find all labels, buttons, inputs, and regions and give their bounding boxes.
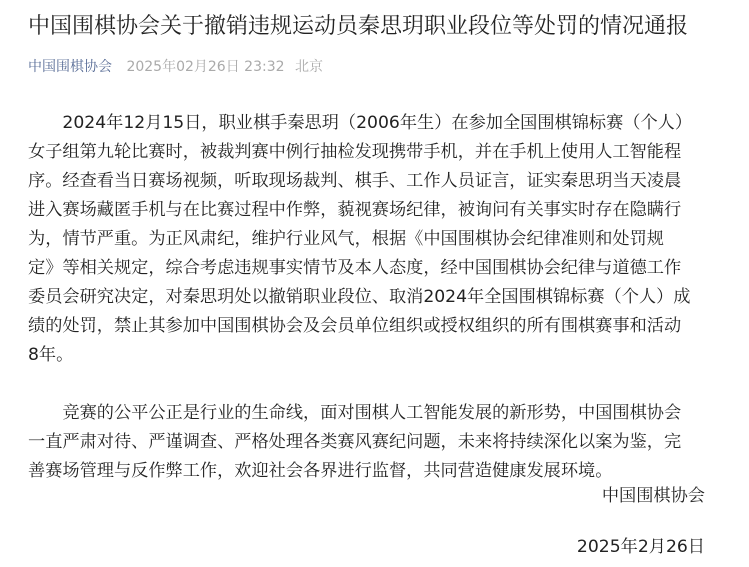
paragraph-2: [28, 399, 708, 486]
text-line: 为，情节严重。为正风肃纪，维护行业风气，根据《中国围棋协会纪律准则和处罚规: [28, 229, 664, 249]
text-line: 8年。: [28, 345, 74, 365]
article-body: [28, 109, 708, 486]
publish-location: 北京: [294, 59, 323, 75]
text-line: 2024年12月15日，职业棋手秦思玥（2006年生）在参加全国围棋锦标赛（个人）: [62, 113, 693, 133]
signature-date: 2025年2月26日: [576, 537, 705, 557]
publish-time: 2025年02月26日 23:32: [126, 59, 285, 75]
text-line: 竞赛的公平公正是行业的生命线，面对围棋人工智能发展的新形势，中国围棋协会: [62, 403, 682, 423]
text-line: 定》等相关规定，综合考虑违规事实情节及本人态度，经中国围棋协会纪律与道德工作: [28, 258, 682, 278]
text-line: 善赛场管理与反作弊工作，欢迎社会各界进行监督，共同营造健康发展环境。: [28, 461, 613, 481]
text-line: 绩的处罚，禁止其参加中国围棋协会及会员单位组织或授权组织的所有围棋赛事和活动: [28, 316, 682, 336]
author-link[interactable]: 中国围棋协会: [28, 59, 112, 75]
paragraph-1: [28, 109, 708, 370]
text-line: 一直严肃对待、严谨调查、严格处理各类赛风赛纪问题，未来将持续深化以案为鉴，完: [28, 432, 682, 452]
signature-organization: 中国围棋协会: [601, 486, 705, 506]
article-meta: [28, 57, 323, 77]
text-line: 序。经查看当日赛场视频，听取现场裁判、棋手、工作人员证言，证实秦思玥当天凌晨: [28, 171, 682, 191]
article-title: 中国围棋协会关于撤销违规运动员秦思玥职业段位等处罚的情况通报: [28, 14, 689, 39]
text-line: 委员会研究决定，对秦思玥处以撤销职业段位、取消2024年全国围棋锦标赛（个人）成: [28, 287, 691, 307]
text-line: 进入赛场藏匿手机与在比赛过程中作弊，藐视赛场纪律，被询问有关事实时存在隐瞒行: [28, 200, 682, 220]
text-line: 女子组第九轮比赛时，被裁判赛中例行抽检发现携带手机，并在手机上使用人工智能程: [28, 142, 682, 162]
